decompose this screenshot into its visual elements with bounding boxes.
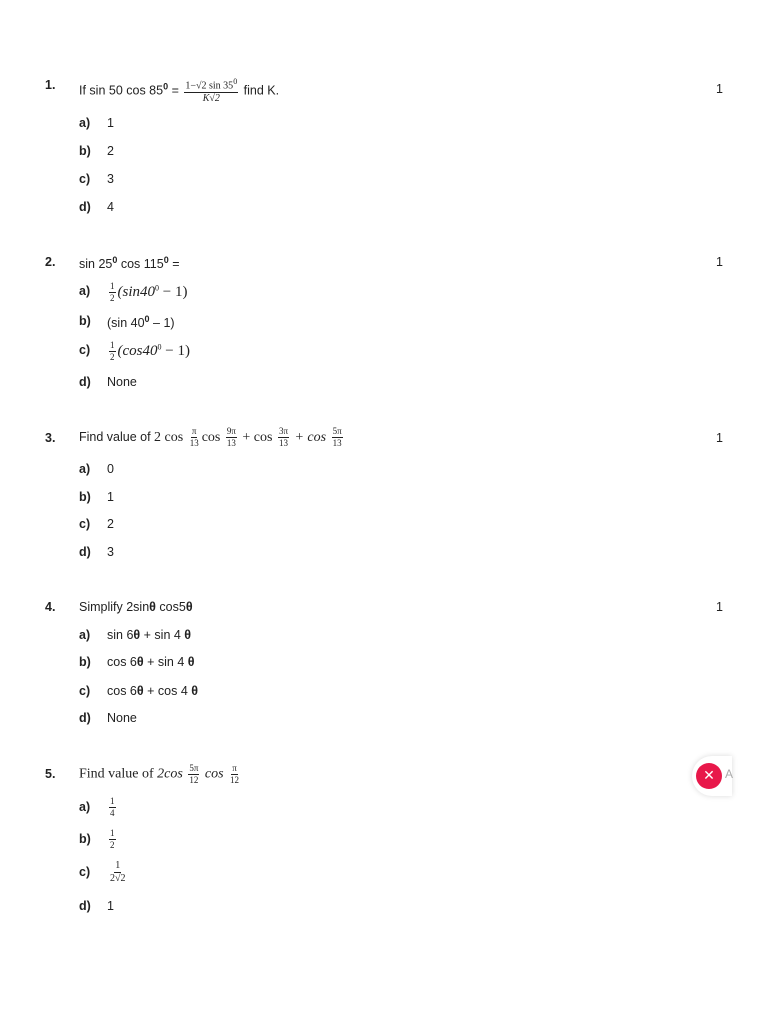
fraction: $\frac{\pi}{12}$ — [230, 763, 240, 785]
option-text: sin 6θ + sin 4 θ — [107, 628, 192, 642]
option-text: 1 — [107, 899, 114, 913]
option-c[interactable] — [0, 684, 768, 704]
option-text — [107, 829, 118, 850]
fraction: $\frac{1}{4}$ — [110, 796, 115, 818]
option-label: b) — [79, 832, 91, 846]
option-text: cos 6θ + sin 4 θ — [107, 655, 195, 669]
fraction: $\frac{1}{2}$ — [110, 828, 115, 850]
option-label: a) — [79, 800, 91, 814]
option-label: c) — [79, 865, 91, 879]
question-number: 4. — [45, 600, 56, 614]
option-d[interactable] — [0, 200, 768, 220]
option-text: 0 — [107, 462, 114, 476]
option-label: d) — [79, 200, 91, 214]
option-text: 1 — [107, 116, 114, 130]
fraction: $\frac{5\pi}{12}$ — [189, 763, 199, 785]
option-label: a) — [79, 462, 91, 476]
fraction: $\frac{9\pi}{13}$ — [226, 426, 236, 448]
option-text: (sin $40^0 - 1$) — [107, 314, 175, 331]
question-number: 3. — [45, 431, 56, 445]
option-a[interactable] — [0, 282, 768, 302]
option-c[interactable] — [0, 172, 768, 192]
option-label: c) — [79, 517, 91, 531]
fraction: $\frac{1}{2}$ — [110, 340, 115, 362]
option-label: d) — [79, 545, 91, 559]
numerator: 1−√2 $\sin 35^0$ — [185, 77, 238, 92]
option-d[interactable] — [0, 899, 768, 919]
option-a[interactable] — [0, 797, 768, 823]
question-suffix: find K. — [243, 83, 280, 98]
option-label: a) — [79, 116, 91, 130]
option-text: 2 — [107, 144, 114, 158]
question-number: 5. — [45, 767, 56, 781]
fraction: $\frac{\pi}{13}$ — [189, 426, 199, 448]
option-b[interactable] — [0, 655, 768, 675]
option-label: a) — [79, 628, 91, 642]
fraction: $\frac{1}{2√2}$ — [110, 860, 126, 884]
option-label: b) — [79, 490, 91, 504]
option-a[interactable] — [0, 628, 768, 648]
floating-assistant-button[interactable] — [692, 756, 732, 796]
degree-symbol: 0 — [163, 255, 169, 265]
option-text: 3 — [107, 545, 114, 559]
option-d[interactable] — [0, 375, 768, 395]
option-label: d) — [79, 375, 91, 389]
option-text: 3 — [107, 172, 114, 186]
option-text: 1 — [107, 490, 114, 504]
option-text: $\frac{1}{2}$ $(\cos 40^0 - 1)$ — [110, 340, 190, 362]
option-text: cos 6θ + cos 4 θ — [107, 684, 199, 698]
question-text: Find value of 2 cos $\frac{\pi}{13}$ cos $\frac{9\pi}{13}$ + cos $\frac{3\pi}{13}$ + cos $\frac{5\pi}{13}$ — [79, 426, 342, 448]
option-label: c) — [79, 684, 91, 698]
option-b[interactable] — [0, 314, 768, 334]
theta-symbol: θ — [149, 600, 156, 614]
option-c[interactable] — [0, 861, 768, 889]
equals-sign: = — [171, 83, 179, 98]
question-text — [79, 78, 279, 104]
degree-symbol: 0 — [163, 81, 169, 92]
fraction — [184, 78, 238, 104]
option-a[interactable] — [0, 116, 768, 136]
option-b[interactable] — [0, 490, 768, 510]
option-c[interactable] — [0, 517, 768, 537]
option-a[interactable] — [0, 462, 768, 482]
option-text: None — [107, 375, 137, 389]
option-c[interactable] — [0, 341, 768, 361]
option-text: None — [107, 711, 137, 725]
question-number: 1. — [45, 78, 56, 92]
degree-symbol: 0 — [112, 255, 118, 265]
question-marks: 1 — [716, 431, 723, 445]
option-text — [107, 797, 118, 818]
fraction: $\frac{1}{2}$ — [110, 281, 115, 303]
close-icon[interactable]: ✕ — [696, 763, 722, 789]
question-number: 2. — [45, 255, 56, 269]
theta-symbol: θ — [185, 600, 193, 614]
option-label: c) — [79, 172, 91, 186]
question-marks: 1 — [716, 82, 723, 96]
denominator: K√2 — [202, 93, 220, 105]
option-d[interactable] — [0, 545, 768, 565]
question-text: Simplify 2sinθ cos5θ — [79, 600, 193, 614]
option-label: c) — [79, 343, 91, 357]
option-b[interactable] — [0, 144, 768, 164]
option-text: 2 — [107, 517, 114, 531]
option-label: b) — [79, 144, 91, 158]
option-label: d) — [79, 711, 91, 725]
option-label: b) — [79, 314, 91, 328]
question-marks: 1 — [716, 600, 723, 614]
question-prefix: If sin 50 cos 85 — [79, 83, 164, 98]
option-text: 4 — [107, 200, 114, 214]
option-text: $\frac{1}{2}$ $(\sin 40^0 - 1)$ — [110, 281, 188, 303]
fraction: $\frac{3\pi}{13}$ — [278, 426, 288, 448]
option-text — [107, 861, 129, 884]
option-b[interactable] — [0, 829, 768, 855]
question-text: $\sin 25^0$ $\cos 115^0$ = — [79, 255, 180, 272]
option-label: b) — [79, 655, 91, 669]
question-text: Find value of 2cos $\frac{5\pi}{12}$ cos $\frac{\pi}{12}$ — [79, 763, 240, 785]
option-label: a) — [79, 284, 91, 298]
fab-label: A — [725, 767, 734, 781]
option-label: d) — [79, 899, 91, 913]
option-d[interactable] — [0, 711, 768, 731]
fraction: $\frac{5\pi}{13}$ — [332, 426, 342, 448]
question-marks: 1 — [716, 255, 723, 269]
